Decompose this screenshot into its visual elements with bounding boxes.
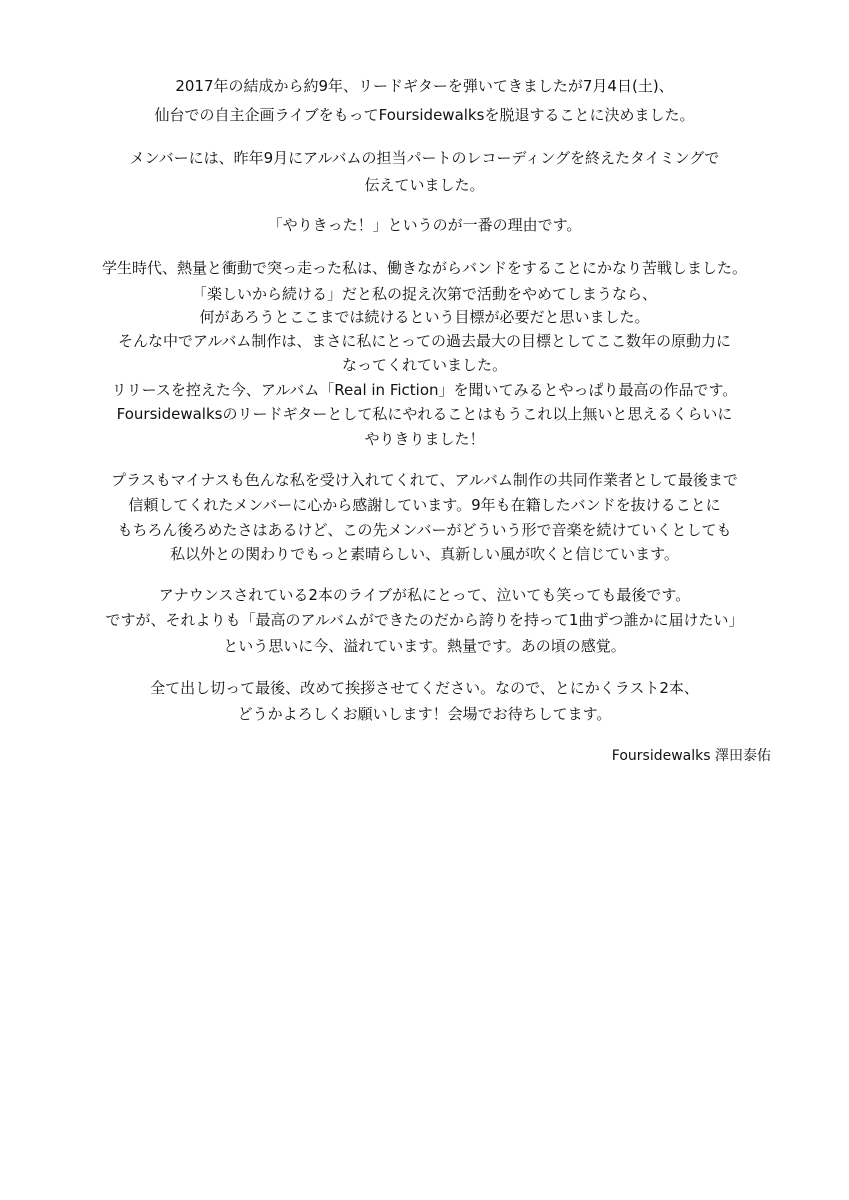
paragraph-4-line-7: Foursidewalksのリードギターとして私にやれることはもうこれ以上無いと思えるくらいに xyxy=(116,405,733,423)
paragraph-6-line-3: という思いに今、溢れています。熱量です。あの頃の感覚。 xyxy=(223,637,626,655)
paragraph-2-line-1: メンバーには、昨年9月にアルバムの担当パートのレコーディングを終えたタイミングで xyxy=(129,149,720,167)
paragraph-4-line-3: 何があろうとここまでは続けるという目標が必要だと思いました。 xyxy=(199,308,650,326)
paragraph-5-line-4: 私以外との関わりでもっと素晴らしい、真新しい風が吹くと信じています。 xyxy=(170,545,679,563)
paragraph-1-line-2: 仙台での自主企画ライブをもってFoursidewalksを脱退することに決めました。 xyxy=(154,106,695,124)
paragraph-5-line-3: もちろん後ろめたさはあるけど、この先メンバーがどういう形で音楽を続けていくとしても xyxy=(117,521,732,539)
paragraph-6-line-1: アナウンスされている2本のライブが私にとって、泣いても笑っても最後です。 xyxy=(158,586,691,604)
paragraph-4-line-1: 学生時代、熱量と衝動で突っ走った私は、働きながらバンドをすることにかなり苦戦しました。 xyxy=(101,259,747,277)
paragraph-6-line-2: ですが、それよりも「最高のアルバムができたのだから誇りを持って1曲ずつ誰かに届けたい」 xyxy=(105,611,744,629)
paragraph-7-line-2: どうかよろしくお願いします！会場でお待ちしてます。 xyxy=(237,705,612,723)
paragraph-7-line-1: 全て出し切って最後、改めて挨拶させてください。なので、とにかくラスト2本、 xyxy=(150,679,699,697)
paragraph-3-line-1: 「やりきった！」というのが一番の理由です。 xyxy=(267,216,582,234)
paragraph-4-line-4: そんな中でアルバム制作は、まさに私にとっての過去最大の目標としてここ数年の原動力に xyxy=(117,332,732,350)
paragraph-4-line-8: やりきりました！ xyxy=(364,430,485,448)
paragraph-2-line-2: 伝えていました。 xyxy=(364,176,485,194)
signature: Foursidewalks 澤田泰佑 xyxy=(611,748,771,764)
paragraph-5-line-2: 信頼してくれたメンバーに心から感謝しています。9年も在籍したバンドを抜けることに xyxy=(128,496,721,514)
paragraph-4-line-2: 「楽しいから続ける」だと私の捉え次第で活動をやめてしまうなら、 xyxy=(191,285,657,303)
paragraph-4-line-5: なってくれていました。 xyxy=(341,356,507,374)
paragraph-5-line-1: プラスもマイナスも色んな私を受け入れてくれて、アルバム制作の共同作業者として最後まで xyxy=(111,471,738,489)
paragraph-1-line-1: 2017年の結成から約9年、リードギターを弾いてきましたが7月4日(土)、 xyxy=(175,77,674,95)
paragraph-4-line-6: リリースを控えた今、アルバム「Real in Fiction」を聞いてみるとやっぱり最高の作品です。 xyxy=(111,381,738,399)
